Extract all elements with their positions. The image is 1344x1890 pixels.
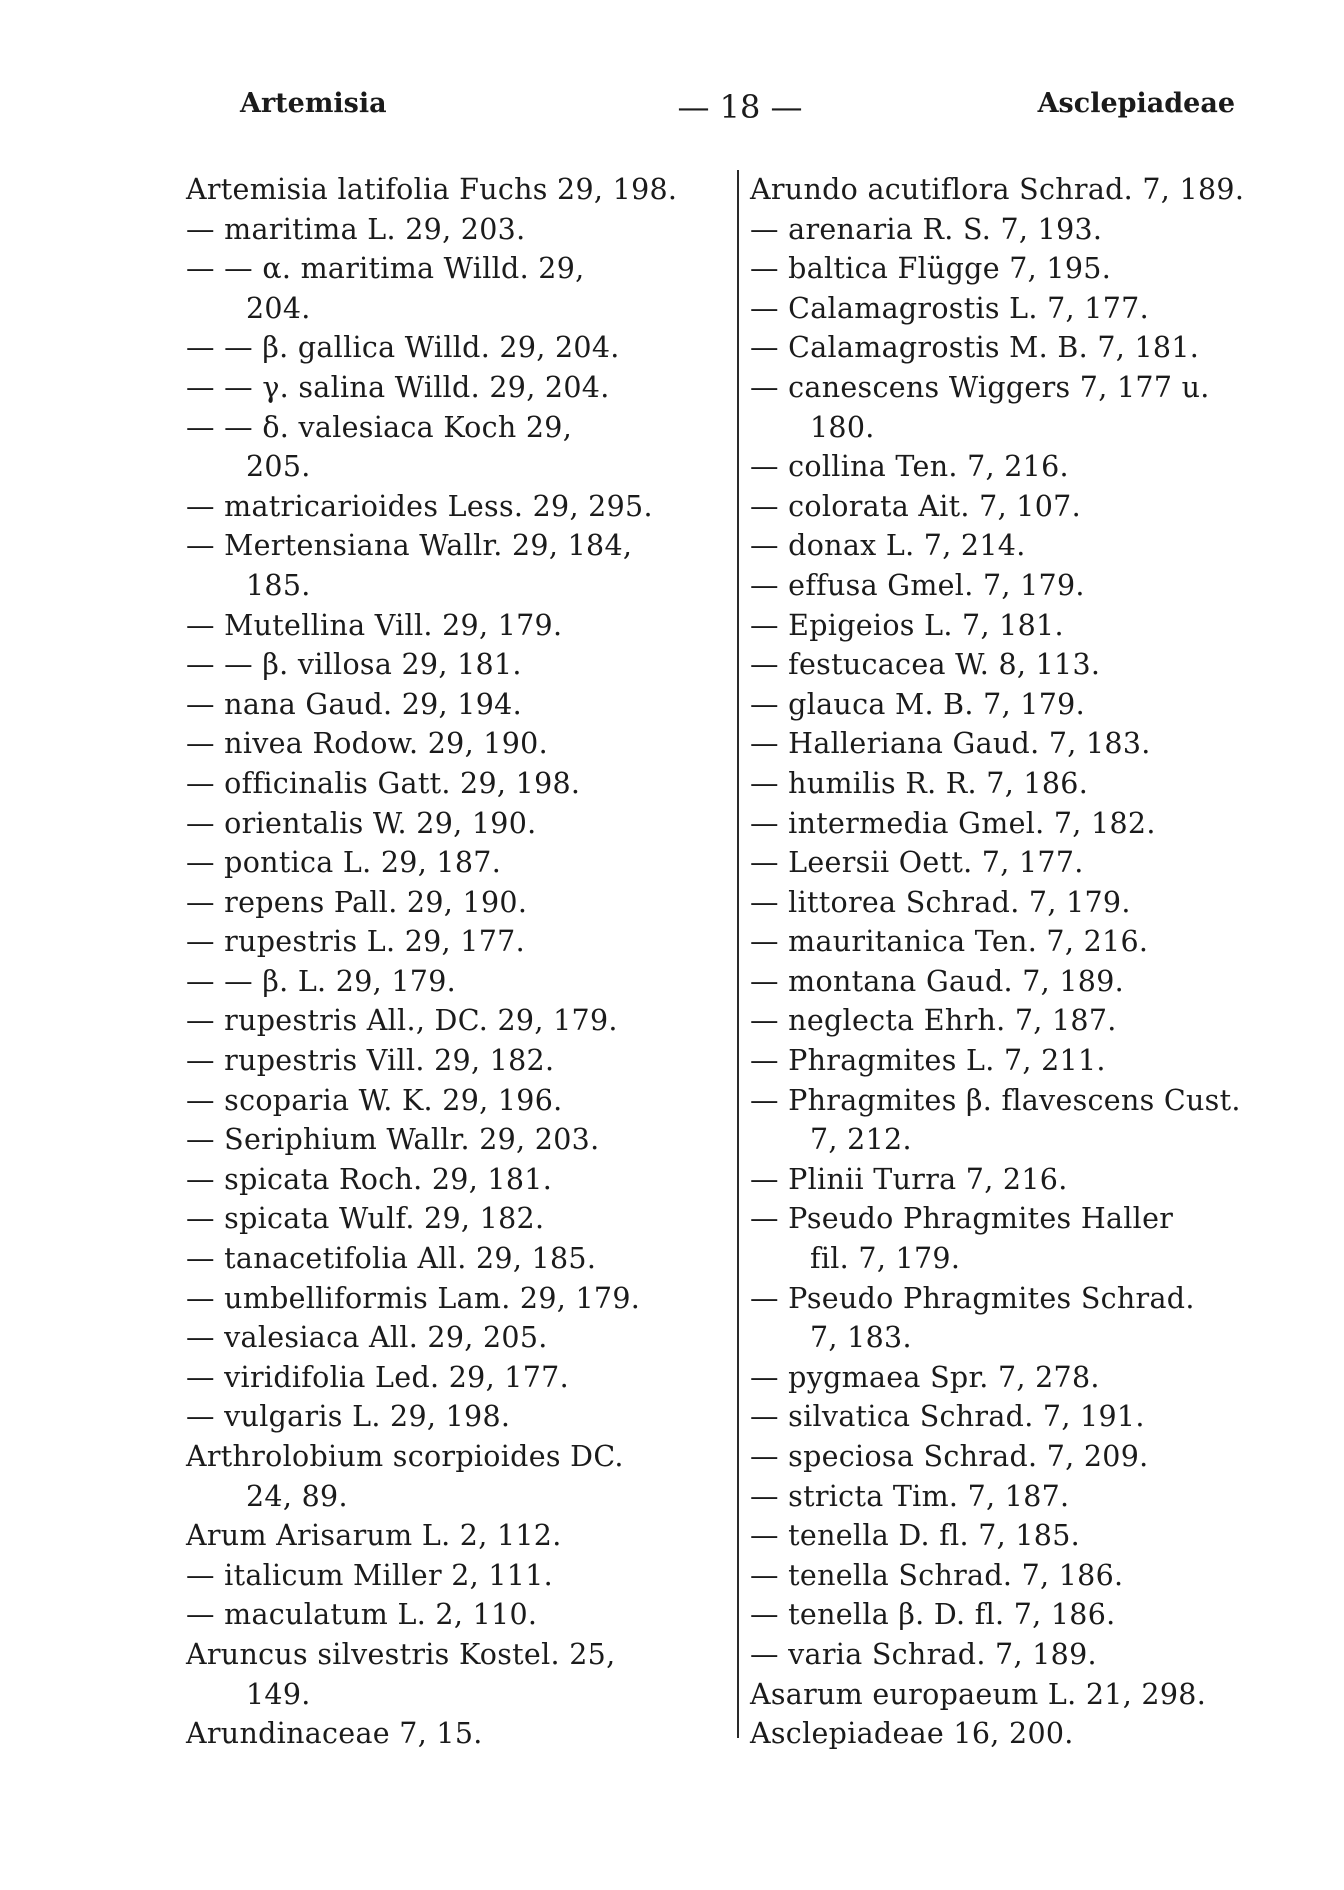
index-entry: — Mutellina Vill. 29, 179. xyxy=(186,608,563,642)
index-entry: — Pseudo Phragmites Haller xyxy=(750,1202,1174,1236)
index-entry: — Phragmites β. flavescens Cust. xyxy=(750,1083,1241,1117)
index-entry: — humilis R. R. 7, 186. xyxy=(750,766,1089,800)
index-entry: Aruncus silvestris Kostel. 25, xyxy=(186,1637,616,1671)
index-entry: — effusa Gmel. 7, 179. xyxy=(750,568,1085,602)
index-entry: — vulgaris L. 29, 198. xyxy=(186,1400,511,1434)
index-entry: — valesiaca All. 29, 205. xyxy=(186,1321,548,1355)
index-entry: — pygmaea Spr. 7, 278. xyxy=(750,1360,1100,1394)
index-entry: Arum Arisarum L. 2, 112. xyxy=(186,1519,562,1553)
index-entry: — intermedia Gmel. 7, 182. xyxy=(750,806,1156,840)
index-entry: 7, 212. xyxy=(810,1123,912,1157)
index-entry: — tenella Schrad. 7, 186. xyxy=(750,1558,1124,1592)
index-entry: — italicum Miller 2, 111. xyxy=(186,1558,554,1592)
header-right-catchword: Asclepiadeae xyxy=(1037,88,1235,119)
index-entry: — littorea Schrad. 7, 179. xyxy=(750,885,1131,919)
index-entry: — — α. maritima Willd. 29, xyxy=(186,252,585,286)
index-entry: — Calamagrostis L. 7, 177. xyxy=(750,291,1149,325)
header-left-catchword: Artemisia xyxy=(240,88,387,119)
right-index-column xyxy=(750,170,1310,1754)
index-entry: — Halleriana Gaud. 7, 183. xyxy=(750,727,1151,761)
index-entry: — tanacetifolia All. 29, 185. xyxy=(186,1242,597,1276)
index-entry: — orientalis W. 29, 190. xyxy=(186,806,537,840)
index-entry: — silvatica Schrad. 7, 191. xyxy=(750,1400,1145,1434)
index-entry: — viridifolia Led. 29, 177. xyxy=(186,1360,569,1394)
index-entry: 7, 183. xyxy=(810,1321,912,1355)
index-entry: — montana Gaud. 7, 189. xyxy=(750,964,1125,998)
index-entry: — scoparia W. K. 29, 196. xyxy=(186,1083,563,1117)
index-entry: 24, 89. xyxy=(246,1479,348,1513)
index-entry: — arenaria R. S. 7, 193. xyxy=(750,212,1103,246)
index-entry: — maculatum L. 2, 110. xyxy=(186,1598,538,1632)
index-entry: fil. 7, 179. xyxy=(810,1242,961,1276)
index-entry: — pontica L. 29, 187. xyxy=(186,846,502,880)
index-entry: — rupestris All., DC. 29, 179. xyxy=(186,1004,618,1038)
index-entry: — festucacea W. 8, 113. xyxy=(750,648,1101,682)
index-entry: — colorata Ait. 7, 107. xyxy=(750,489,1081,523)
index-entry: 205. xyxy=(246,450,311,484)
index-entry: — officinalis Gatt. 29, 198. xyxy=(186,766,581,800)
index-entry: Arundinaceae 7, 15. xyxy=(186,1717,483,1751)
index-entry: — nivea Rodow. 29, 190. xyxy=(186,727,548,761)
index-entry: — tenella D. fl. 7, 185. xyxy=(750,1519,1081,1553)
index-entry: Asclepiadeae 16, 200. xyxy=(750,1717,1074,1751)
column-divider xyxy=(737,170,739,1738)
index-entry: — Mertensiana Wallr. 29, 184, xyxy=(186,529,633,563)
index-entry: — speciosa Schrad. 7, 209. xyxy=(750,1440,1149,1473)
index-entry: — nana Gaud. 29, 194. xyxy=(186,687,522,721)
index-entry: Arthrolobium scorpioides DC. xyxy=(186,1440,624,1473)
index-entry: — baltica Flügge 7, 195. xyxy=(750,252,1112,286)
index-entry: 180. xyxy=(810,410,875,444)
index-entry: — Epigeios L. 7, 181. xyxy=(750,608,1064,642)
index-entry: — Calamagrostis M. B. 7, 181. xyxy=(750,331,1200,365)
index-entry: — Pseudo Phragmites Schrad. xyxy=(750,1281,1195,1315)
index-entry: — collina Ten. 7, 216. xyxy=(750,450,1069,484)
index-entry: — — β. L. 29, 179. xyxy=(186,964,456,998)
index-entry: — stricta Tim. 7, 187. xyxy=(750,1479,1070,1513)
index-entry: — Leersii Oett. 7, 177. xyxy=(750,846,1084,880)
index-entry: — neglecta Ehrh. 7, 187. xyxy=(750,1004,1117,1038)
index-entry: — varia Schrad. 7, 189. xyxy=(750,1637,1097,1671)
index-entry: — umbelliformis Lam. 29, 179. xyxy=(186,1281,641,1315)
index-entry: — — β. villosa 29, 181. xyxy=(186,648,522,682)
index-entry: 204. xyxy=(246,291,311,325)
index-entry: — Phragmites L. 7, 211. xyxy=(750,1044,1106,1078)
index-entry: — tenella β. D. fl. 7, 186. xyxy=(750,1598,1116,1632)
index-entry: 149. xyxy=(246,1677,311,1711)
index-entry: — — β. gallica Willd. 29, 204. xyxy=(186,331,620,365)
index-entry: — repens Pall. 29, 190. xyxy=(186,885,528,919)
index-entry: — — δ. valesiaca Koch 29, xyxy=(186,410,573,444)
index-entry: — mauritanica Ten. 7, 216. xyxy=(750,925,1149,959)
index-entry: — canescens Wiggers 7, 177 u. xyxy=(750,370,1210,404)
index-entry: — glauca M. B. 7, 179. xyxy=(750,687,1085,721)
running-head xyxy=(240,88,1235,128)
index-entry: — spicata Wulf. 29, 182. xyxy=(186,1202,545,1236)
index-entry: Asarum europaeum L. 21, 298. xyxy=(750,1677,1207,1711)
index-entry: — rupestris L. 29, 177. xyxy=(186,925,525,959)
index-entry: — matricarioides Less. 29, 295. xyxy=(186,489,653,523)
index-entry: — maritima L. 29, 203. xyxy=(186,212,526,246)
index-entry: — donax L. 7, 214. xyxy=(750,529,1026,563)
index-entry: — Plinii Turra 7, 216. xyxy=(750,1162,1068,1196)
index-entry: Artemisia latifolia Fuchs 29, 198. xyxy=(186,173,678,206)
index-entry: — Seriphium Wallr. 29, 203. xyxy=(186,1123,600,1157)
index-entry: — rupestris Vill. 29, 182. xyxy=(186,1044,555,1078)
index-entry: — spicata Roch. 29, 181. xyxy=(186,1162,553,1196)
index-entry: Arundo acutiflora Schrad. 7, 189. xyxy=(750,173,1245,206)
index-entry: 185. xyxy=(246,568,311,602)
index-entry: — — γ. salina Willd. 29, 204. xyxy=(186,370,610,404)
page-number: — 18 — xyxy=(677,88,803,126)
left-index-column xyxy=(186,170,724,1754)
